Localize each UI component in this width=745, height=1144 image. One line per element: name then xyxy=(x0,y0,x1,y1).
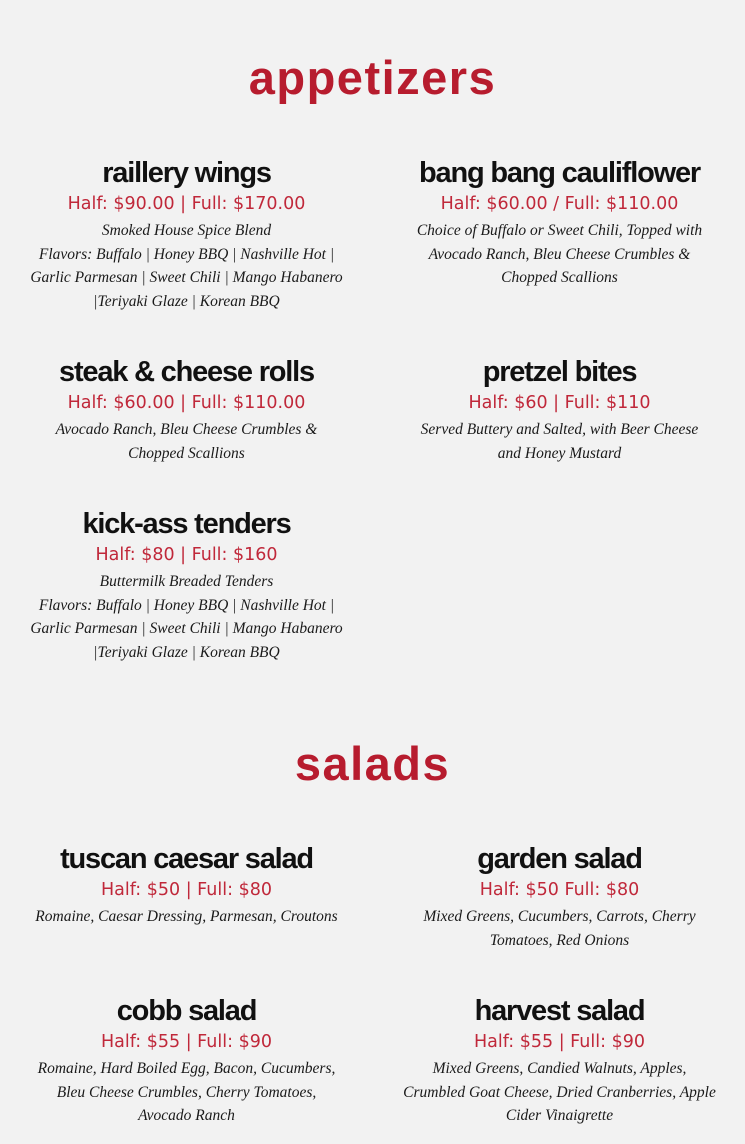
menu-item-bang-bang-cauliflower xyxy=(388,156,731,290)
item-price: Half: $55 | Full: $90 xyxy=(101,1032,272,1052)
description-line: Smoked House Spice Blend xyxy=(101,222,272,239)
description-line: and Honey Mustard xyxy=(497,444,622,462)
item-description xyxy=(13,570,360,665)
item-name: bang bang cauliflower xyxy=(419,157,700,189)
description-line: Garlic Parmesan | Sweet Chili | Mango Habanero xyxy=(30,269,343,287)
menu-item-steak-cheese-rolls xyxy=(13,355,360,465)
item-description xyxy=(13,905,360,929)
description-line: Mixed Greens, Candied Walnuts, Apples, xyxy=(432,1060,687,1077)
item-price: Half: $80 | Full: $160 xyxy=(95,545,278,565)
item-name: steak & cheese rolls xyxy=(59,356,314,388)
description-line: Cider Vinaigrette xyxy=(505,1107,614,1125)
item-name: harvest salad xyxy=(474,995,645,1027)
item-description xyxy=(13,219,360,314)
section-title-salads: salads xyxy=(294,737,451,790)
description-line: Tomatoes, Red Onions xyxy=(489,931,630,949)
description-line: |Teriyaki Glaze | Korean BBQ xyxy=(93,293,280,311)
item-description xyxy=(13,1057,360,1128)
item-price: Half: $60.00 | Full: $110.00 xyxy=(67,393,306,413)
menu-item-harvest-salad xyxy=(388,994,731,1128)
item-price: Half: $55 | Full: $90 xyxy=(474,1032,645,1052)
section-title-appetizers: appetizers xyxy=(248,51,497,104)
item-price: Half: $60 | Full: $110 xyxy=(468,393,651,413)
description-line: |Teriyaki Glaze | Korean BBQ xyxy=(93,644,280,662)
description-line: Romaine, Caesar Dressing, Parmesan, Croutons xyxy=(35,908,338,925)
item-name: tuscan caesar salad xyxy=(60,843,313,875)
description-line: Flavors: Buffalo | Honey BBQ | Nashville Hot | xyxy=(38,596,335,614)
item-price: Half: $50 | Full: $80 xyxy=(101,880,272,900)
menu-item-raillery-wings xyxy=(13,156,360,314)
menu-item-garden-salad xyxy=(388,842,731,952)
item-price: Half: $90.00 | Full: $170.00 xyxy=(67,194,306,214)
item-price: Half: $50 Full: $80 xyxy=(479,880,640,900)
item-description xyxy=(13,418,360,465)
description-line: Buttermilk Breaded Tenders xyxy=(99,573,274,590)
description-line: Chopped Scallions xyxy=(501,269,618,287)
description-line: Avocado Ranch xyxy=(138,1107,235,1125)
menu-item-tuscan-caesar-salad xyxy=(13,842,360,929)
description-line: Bleu Cheese Crumbles, Cherry Tomatoes, xyxy=(56,1083,317,1101)
item-name: pretzel bites xyxy=(482,356,637,388)
description-line: Romaine, Hard Boiled Egg, Bacon, Cucumbers, xyxy=(37,1060,336,1077)
menu-item-kick-ass-tenders xyxy=(13,507,360,665)
item-price: Half: $60.00 / Full: $110.00 xyxy=(440,194,679,214)
item-name: kick-ass tenders xyxy=(82,508,291,540)
description-line: Crumbled Goat Cheese, Dried Cranberries, Apple xyxy=(403,1083,716,1101)
item-description xyxy=(388,905,731,952)
menu-item-cobb-salad xyxy=(13,994,360,1128)
item-name: garden salad xyxy=(477,843,642,875)
description-line: Chopped Scallions xyxy=(128,444,245,462)
item-description xyxy=(388,418,731,465)
item-description xyxy=(388,1057,731,1128)
description-line: Avocado Ranch, Bleu Cheese Crumbles & xyxy=(428,245,691,263)
menu-item-pretzel-bites xyxy=(388,355,731,465)
item-description xyxy=(388,219,731,290)
description-line: Avocado Ranch, Bleu Cheese Crumbles & xyxy=(55,421,318,438)
item-name: cobb salad xyxy=(116,995,257,1027)
description-line: Flavors: Buffalo | Honey BBQ | Nashville Hot | xyxy=(38,245,335,263)
description-line: Mixed Greens, Cucumbers, Carrots, Cherry xyxy=(423,908,696,925)
description-line: Garlic Parmesan | Sweet Chili | Mango Habanero xyxy=(30,620,343,638)
description-line: Served Buttery and Salted, with Beer Cheese xyxy=(420,421,699,438)
description-line: Choice of Buffalo or Sweet Chili, Topped with xyxy=(416,222,703,239)
item-name: raillery wings xyxy=(102,157,271,189)
